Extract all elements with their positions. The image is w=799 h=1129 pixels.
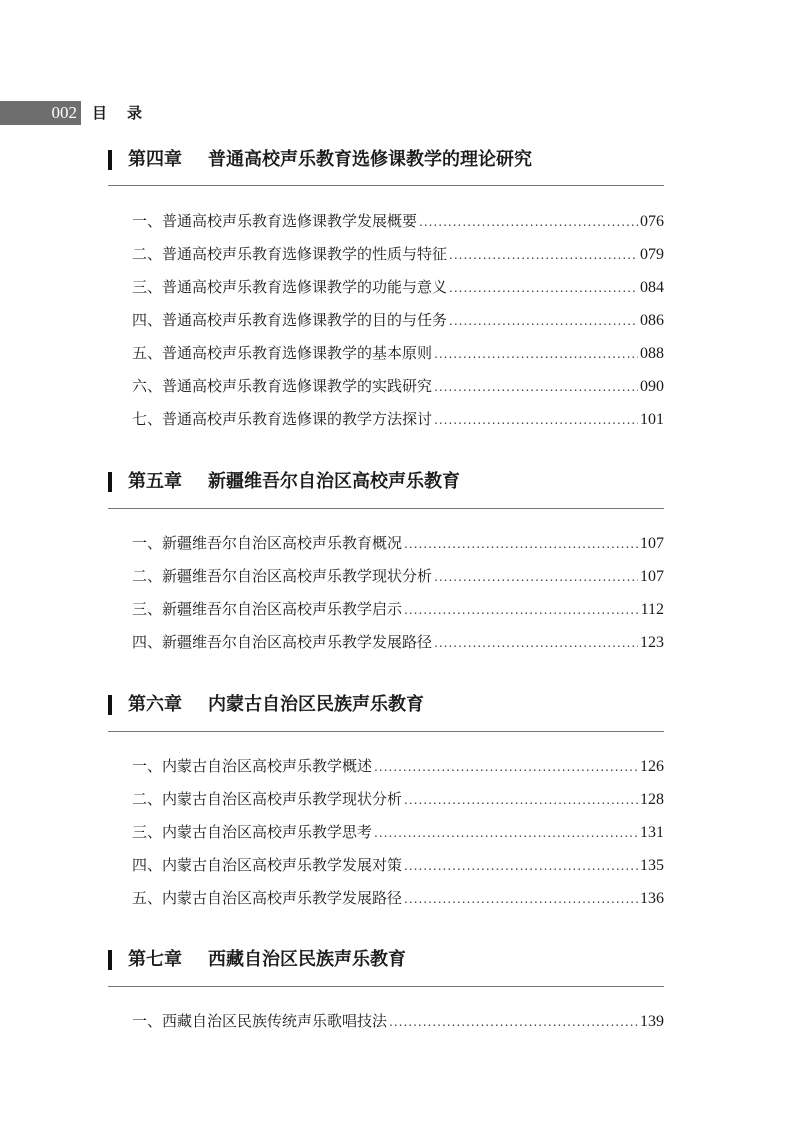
chapter-title: 新疆维吾尔自治区高校声乐教育 <box>208 471 460 492</box>
toc-entry[interactable] <box>132 787 664 811</box>
chapter-label: 第七章 <box>128 949 182 970</box>
toc-entry[interactable] <box>132 242 664 266</box>
page-header <box>0 101 200 125</box>
toc-entry-page: 090 <box>640 378 664 395</box>
chapter-label: 第六章 <box>128 694 182 715</box>
toc-leader-dots <box>434 408 638 432</box>
toc-entry-text: 一、西藏自治区民族传统声乐歌唱技法 <box>132 1012 388 1030</box>
chapter-section <box>108 145 664 428</box>
chapter-title: 内蒙古自治区民族声乐教育 <box>208 694 424 715</box>
toc-entry[interactable] <box>132 531 664 555</box>
toc-entry-text: 三、普通高校声乐教育选修课教学的功能与意义 <box>132 278 448 296</box>
chapter-section <box>108 945 664 1030</box>
page-number: 002 <box>0 101 81 125</box>
toc-entry-text: 二、新疆维吾尔自治区高校声乐教学现状分析 <box>132 567 433 585</box>
chapter-divider <box>108 731 664 732</box>
chapter-section <box>108 467 664 651</box>
toc-leader-dots <box>434 342 638 366</box>
toc-entry-text: 六、普通高校声乐教育选修课教学的实践研究 <box>132 377 433 395</box>
chapter-section <box>108 690 664 907</box>
toc-leader-dots <box>389 1010 638 1034</box>
chapter-divider <box>108 185 664 186</box>
toc-entry-page: 139 <box>640 1013 664 1030</box>
toc-leader-dots <box>449 276 638 300</box>
toc-entry-text: 五、普通高校声乐教育选修课教学的基本原则 <box>132 344 433 362</box>
toc-leader-dots <box>404 598 639 622</box>
toc-entry[interactable] <box>132 820 664 844</box>
toc-entry-page: 076 <box>640 213 664 230</box>
toc-leader-dots <box>374 755 638 779</box>
toc-entry-page: 128 <box>640 791 664 808</box>
toc-entry-page: 136 <box>640 890 664 907</box>
toc-entry-text: 三、新疆维吾尔自治区高校声乐教学启示 <box>132 600 403 618</box>
toc-entry-text: 二、内蒙古自治区高校声乐教学现状分析 <box>132 790 403 808</box>
toc-leader-dots <box>419 210 638 234</box>
toc-entry-page: 131 <box>640 824 664 841</box>
toc-entry[interactable] <box>132 209 664 233</box>
toc-entry[interactable] <box>132 853 664 877</box>
chapter-marker-bar <box>108 950 112 970</box>
toc-entry[interactable] <box>132 275 664 299</box>
toc-entry-page: 107 <box>640 535 664 552</box>
chapter-label: 第五章 <box>128 471 182 492</box>
chapter-heading <box>108 145 664 175</box>
chapter-marker-bar <box>108 150 112 170</box>
toc-leader-dots <box>404 854 638 878</box>
toc-entry[interactable] <box>132 407 664 431</box>
toc-leader-dots <box>404 532 638 556</box>
toc-entry[interactable] <box>132 754 664 778</box>
chapter-heading <box>108 945 664 975</box>
toc-entry[interactable] <box>132 374 664 398</box>
toc-leader-dots <box>434 631 638 655</box>
toc-entry-text: 二、普通高校声乐教育选修课教学的性质与特征 <box>132 245 448 263</box>
toc-entry-page: 126 <box>640 758 664 775</box>
toc-entry[interactable] <box>132 630 664 654</box>
toc-entry[interactable] <box>132 308 664 332</box>
toc-leader-dots <box>449 243 638 267</box>
chapter-marker-bar <box>108 695 112 715</box>
chapter-heading <box>108 690 664 720</box>
toc-entry-page: 079 <box>640 246 664 263</box>
toc-entry-page: 112 <box>640 601 664 618</box>
chapter-divider <box>108 986 664 987</box>
toc-entry-page: 084 <box>640 279 664 296</box>
toc-entry-text: 七、普通高校声乐教育选修课的教学方法探讨 <box>132 410 433 428</box>
chapter-heading <box>108 467 664 497</box>
chapter-title: 西藏自治区民族声乐教育 <box>208 949 406 970</box>
toc-entry-text: 四、内蒙古自治区高校声乐教学发展对策 <box>132 856 403 874</box>
chapter-marker-bar <box>108 472 112 492</box>
toc-entry-text: 三、内蒙古自治区高校声乐教学思考 <box>132 823 373 841</box>
toc-entry-text: 四、普通高校声乐教育选修课教学的目的与任务 <box>132 311 448 329</box>
toc-entry[interactable] <box>132 886 664 910</box>
toc-entry[interactable] <box>132 597 664 621</box>
toc-leader-dots <box>374 821 638 845</box>
running-title: 目录 <box>92 104 163 122</box>
toc-entry-text: 四、新疆维吾尔自治区高校声乐教学发展路径 <box>132 633 433 651</box>
toc-entry-text: 五、内蒙古自治区高校声乐教学发展路径 <box>132 889 403 907</box>
toc-entry-page: 107 <box>640 568 664 585</box>
toc-entry[interactable] <box>132 1009 664 1033</box>
toc-entry-text: 一、新疆维吾尔自治区高校声乐教育概况 <box>132 534 403 552</box>
toc-entry[interactable] <box>132 564 664 588</box>
toc-entry-page: 088 <box>640 345 664 362</box>
toc-entry-text: 一、内蒙古自治区高校声乐教学概述 <box>132 757 373 775</box>
chapter-label: 第四章 <box>128 149 182 170</box>
chapter-title: 普通高校声乐教育选修课教学的理论研究 <box>208 149 532 170</box>
toc-entry-page: 123 <box>640 634 664 651</box>
toc-leader-dots <box>404 788 638 812</box>
toc-leader-dots <box>449 309 638 333</box>
toc-leader-dots <box>434 375 638 399</box>
toc-entry-page: 135 <box>640 857 664 874</box>
toc-leader-dots <box>404 887 638 911</box>
toc-leader-dots <box>434 565 638 589</box>
toc-entry-page: 086 <box>640 312 664 329</box>
toc-entry[interactable] <box>132 341 664 365</box>
chapter-divider <box>108 508 664 509</box>
toc-entry-page: 101 <box>640 411 664 428</box>
toc-entry-text: 一、普通高校声乐教育选修课教学发展概要 <box>132 212 418 230</box>
